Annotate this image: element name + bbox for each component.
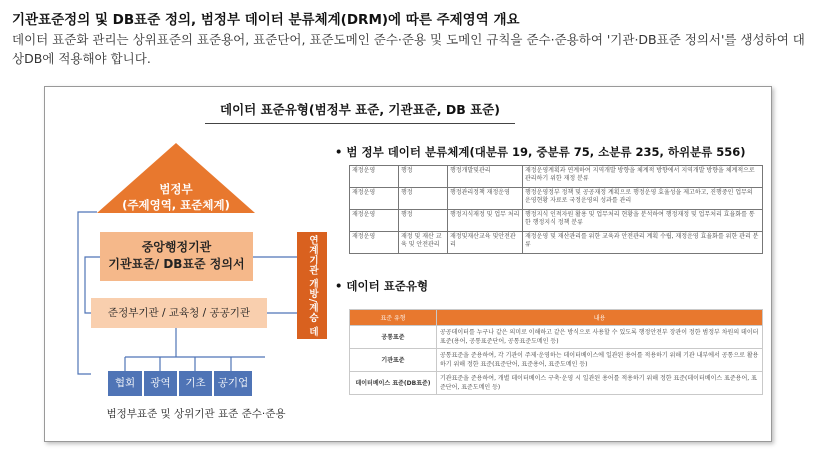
table-row: 재정운영 행정 행정개발및관리 재정운영계획과 연계하여 지역개발 방향을 체계적 방향에서 지역개발 방향을 체계적으로 관리하기 위한 재정 분류 xyxy=(350,166,763,188)
page-description: 데이터 표준화 관리는 상위표준의 표준용어, 표준단어, 표준도메인 준수·준용 및 도메인 규칙을 준수·준용하여 '기관·DB표준 정의서'를 생성하여 대상DB에 적용해야 합니다. xyxy=(12,32,805,66)
table-row: 공통표준 공공데이터를 누구나 같은 의미로 이해하고 같은 방식으로 사용할 수 있도록 행정안전부 장관이 정한 범정부 차원의 데이터 표준(용어, 공통표준단어, 공통표준도메인 등) xyxy=(350,326,763,349)
drm-title: • 범 정부 데이터 분류체계(대분류 19, 중분류 75, 소분류 235, 하위분류 556) xyxy=(335,145,746,159)
pyramid-label: 범정부 (주제영역, 표준체계) xyxy=(122,182,230,212)
linked-agency-box: 연계기관 개방/계승 데이터 xyxy=(297,232,327,339)
leaf-box-basic: 기초 xyxy=(179,371,212,396)
panel-title: 데이터 표준유형(범정부 표준, 기관표준, DB 표준) xyxy=(220,102,500,117)
table-header-row: 표준 유형 내용 xyxy=(350,310,763,326)
std-table xyxy=(349,309,763,395)
sub-agency-box: 준정부기관 / 교육청 / 공공기관 xyxy=(91,298,267,328)
page-heading: 기관표준정의 및 DB표준 정의, 범정부 데이터 분류체계(DRM)에 따른 주제영역 개요 xyxy=(12,12,520,28)
table-row: 데이터베이스 표준(DB표준) 기관표준을 준용하여, 개별 데이터베이스 구축·운영 시 일관된 용어를 적용하기 위해 정한 표준(데이터베이스 표준용어, 표준단어, 표준도메인 등) xyxy=(350,372,763,395)
table-row: 재정운영 행정 행정관리정책 재정운영 행정운영정부 정책 및 공공재정 계획으로 행정운영 효율성을 제고하고, 진행중인 업무의 운영현황 자료로 국정운영의 성과를 관리 xyxy=(350,188,763,210)
table-row: 기관표준 공통표준을 준용하여, 각 기관이 주제·운영하는 데이터베이스에 일관된 용어를 적용하기 위해 기관 내부에서 공통으로 활용하기 위해 정한 표준(표준단어, 표준용어, 표준도메인 등) xyxy=(350,349,763,372)
diagram-caption: 범정부표준 및 상위기관 표준 준수·준용 xyxy=(106,408,286,420)
table-row: 재정운영 재정 및 재산 교육 및 안전관리 재정및재산교육 및안전관리 재정운영 및 재산관리를 위한 교육과 안전관리 계획 수립, 재정운영 효율화를 위한 관리 분류 xyxy=(350,232,763,254)
table-row: 재정운영 행정 행정지식재정 및 업무 처리 행정지식 인적자원 활용 및 업무처리 현황을 분석하여 행정재정 및 업무처리 효율화를 통한 행정지식 정책 분류 xyxy=(350,210,763,232)
central-agency-box: 중앙행정기관 기관표준/ DB표준 정의서 xyxy=(100,232,253,281)
leaf-box-public-corp: 공기업 xyxy=(214,371,252,396)
figure-panel xyxy=(44,86,772,442)
leaf-box-metro: 광역 xyxy=(144,371,177,396)
std-title: • 데이터 표준유형 xyxy=(335,279,429,293)
drm-table xyxy=(349,165,763,254)
leaf-box-association: 협회 xyxy=(108,371,142,396)
